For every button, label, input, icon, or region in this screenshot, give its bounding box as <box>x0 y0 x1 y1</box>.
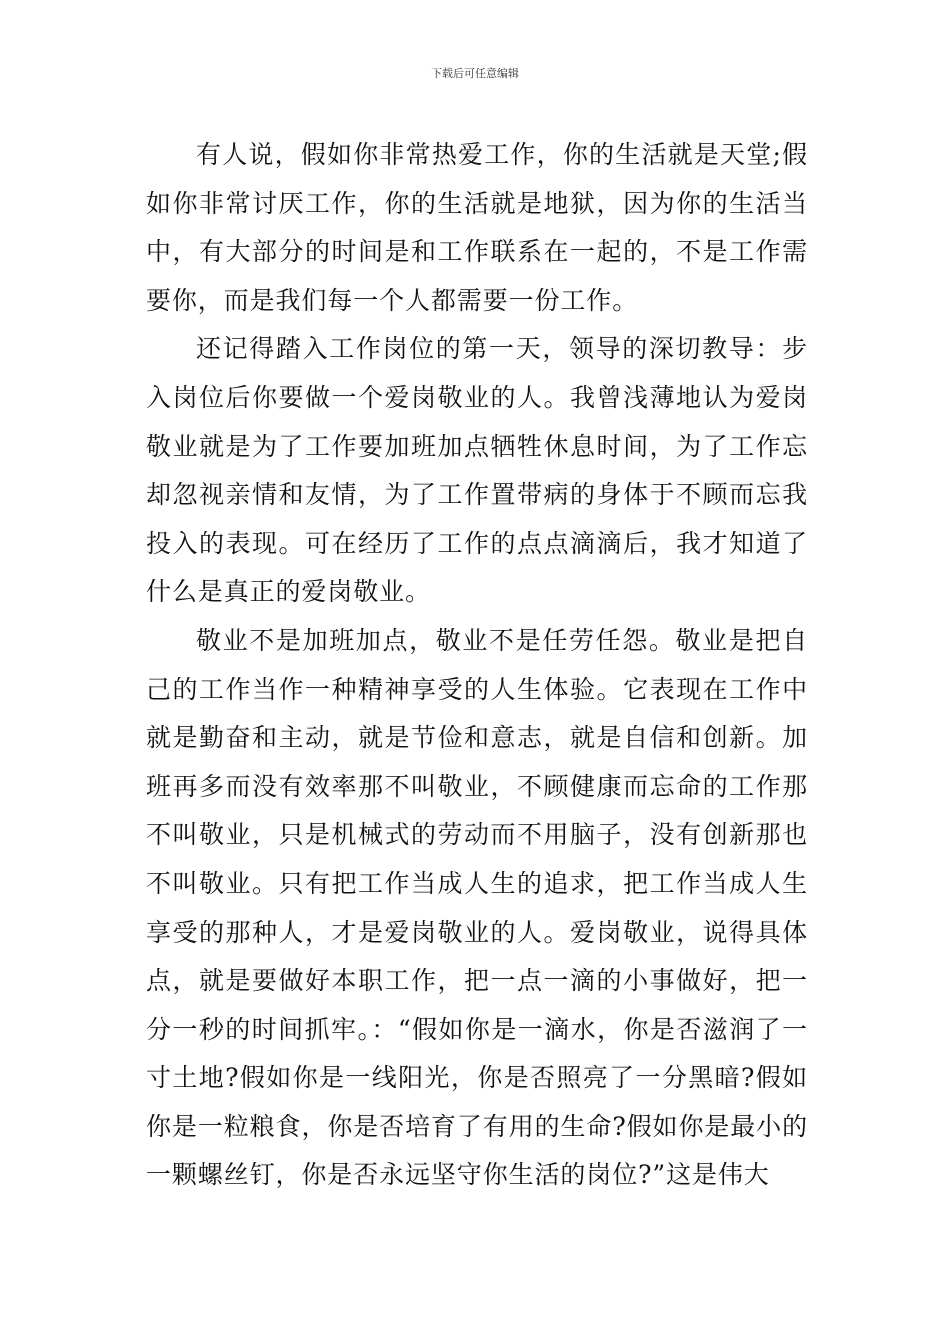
document-body <box>146 131 808 1200</box>
page-header: 下载后可任意编辑 <box>431 67 519 80</box>
paragraph-2: 还记得踏入工作岗位的第一天，领导的深切教导：步入岗位后你要做一个爱岗敬业的人。我曾浅薄地认为爱岗敬业就是为了工作要加班加点牺牲休息时间，为了工作忘却忽视亲情和友情，为了工作置带病的身体于不顾而忘我投入的表现。可在经历了工作的点点滴滴后，我才知道了什么是真正的爱岗敬业。 <box>146 334 808 607</box>
paragraph-1: 有人说，假如你非常热爱工作，你的生活就是天堂;假如你非常讨厌工作，你的生活就是地狱，因为你的生活当中，有大部分的时间是和工作联系在一起的，不是工作需要你，而是我们每一个人都需要一份工作。 <box>146 140 808 315</box>
paragraph-3: 敬业不是加班加点，敬业不是任劳任怨。敬业是把自己的工作当作一种精神享受的人生体验。它表现在工作中就是勤奋和主动，就是节俭和意志，就是自信和创新。加班再多而没有效率那不叫敬业，不顾健康而忘命的工作那不叫敬业，只是机械式的劳动而不用脑子，没有创新那也不叫敬业。只有把工作当成人生的追求，把工作当成人生享受的那种人，才是爱岗敬业的人。爱岗敬业，说得具体点，就是要做好本职工作，把一点一滴的小事做好，把一分一秒的时间抓牢。：“假如你是一滴水，你是否滋润了一寸土地?假如你是一线阳光，你是否照亮了一分黑暗?假如你是一粒粮食，你是否培育了有用的生命?假如你是最小的一颗螺丝钉，你是否永远坚守你生活的岗位?”这是伟大 <box>146 625 808 1190</box>
